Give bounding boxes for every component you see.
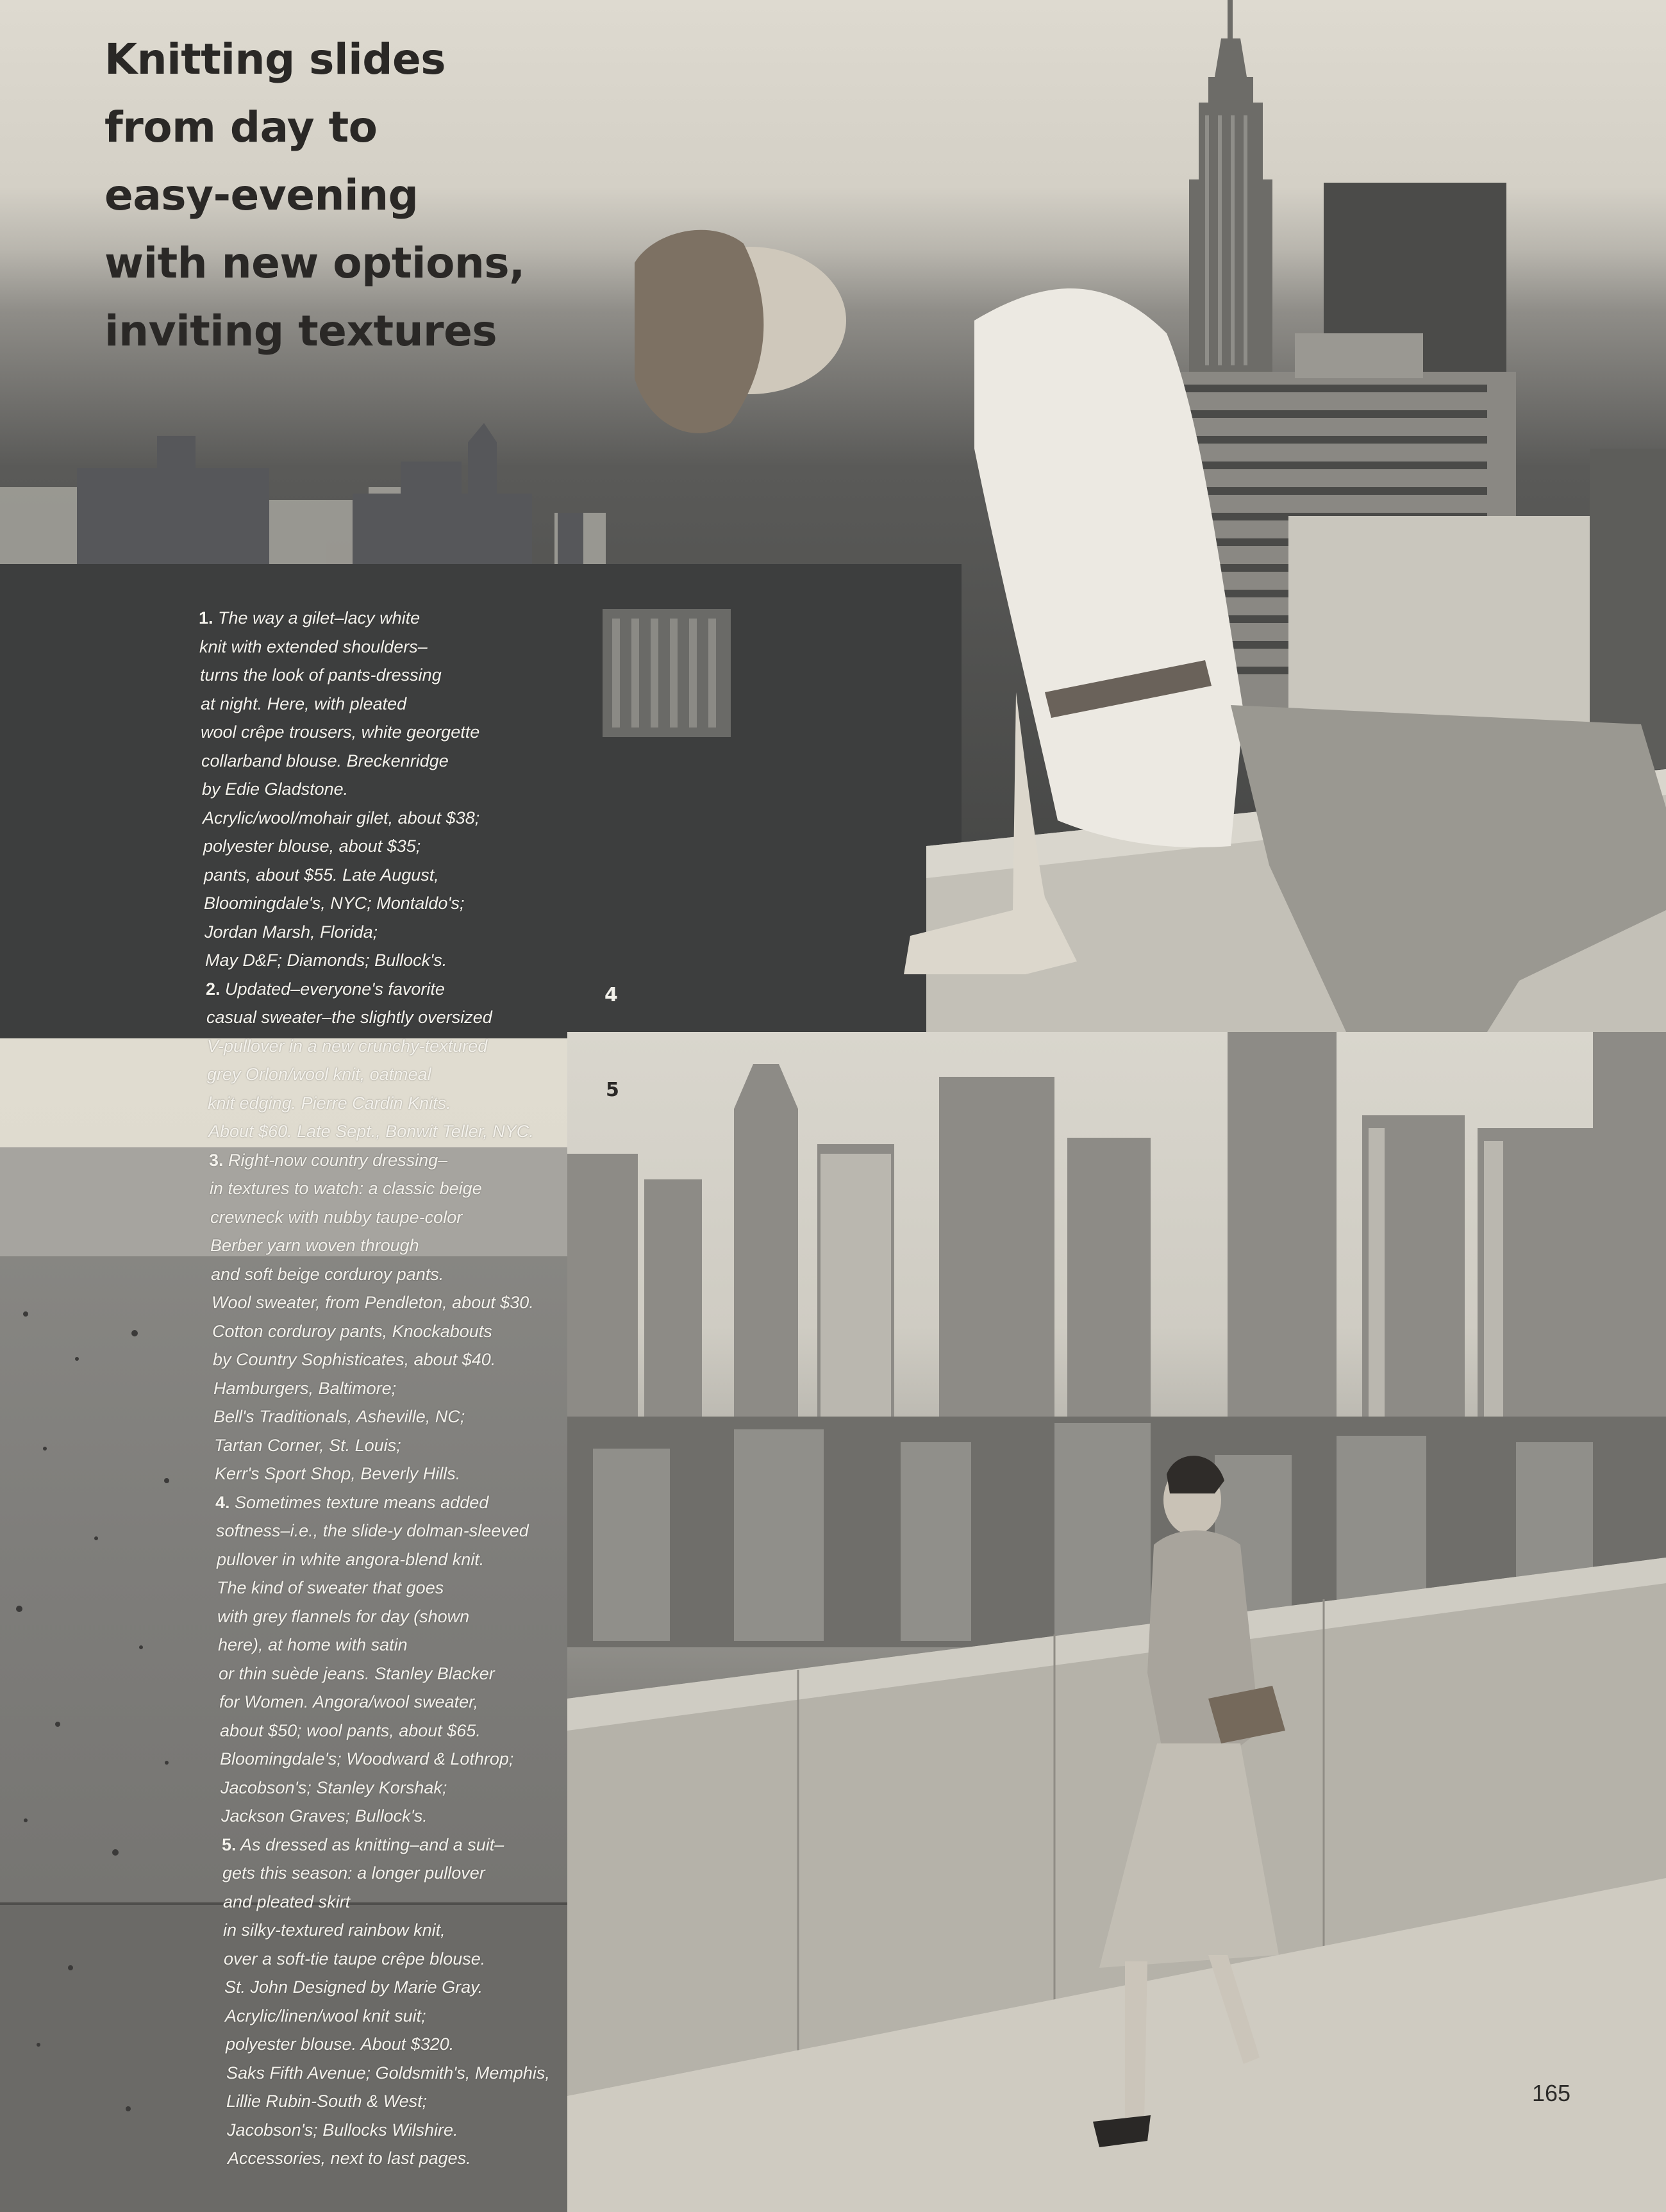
caption-line [0,1745,514,1774]
caption-line [0,633,428,661]
caption-line [0,861,439,890]
headline-line: inviting textures [104,306,497,356]
headline-line: Knitting slides [104,35,446,84]
caption-line-text: wool crêpe trousers, white georgette [201,722,480,742]
caption-line-text: pants, about $55. Late August, [204,865,439,885]
caption-line-text: St. John Designed by Marie Gray. [224,1977,483,1997]
caption-line [0,2144,471,2173]
caption-line [0,1260,444,1289]
caption-line-text: gets this season: a longer pullover [222,1863,485,1883]
caption-line [0,1203,463,1232]
caption-line [0,1003,492,1032]
caption-line [0,747,449,776]
caption-line [0,1374,397,1403]
caption-line [0,1231,419,1260]
caption-line-text: with grey flannels for day (shown [217,1606,470,1626]
caption-line [0,1174,482,1203]
caption-item-number: 2. [206,979,221,999]
caption-line-text: knit with extended shoulders– [199,636,428,656]
caption-line-text: Sometimes texture means added [229,1492,489,1512]
caption-line [0,1545,485,1574]
caption-line [0,2002,426,2031]
caption-line-text: Kerr's Sport Shop, Beverly Hills. [215,1464,461,1483]
caption-line-text: and soft beige corduroy pants. [211,1264,444,1284]
caption-line [0,1774,447,1802]
caption-line [0,775,397,804]
caption-item-number: 3. [209,1150,224,1170]
caption-line-text: Wool sweater, from Pendleton, about $30. [212,1293,534,1312]
caption-line [0,889,465,918]
caption-line-text: Bloomingdale's, NYC; Montaldo's; [204,894,465,913]
caption-line-text: Hamburgers, Baltimore; [213,1378,397,1398]
caption-item-number: 5. [222,1834,237,1854]
caption-line-text: here), at home with satin [218,1635,408,1654]
caption-line-text: for Women. Angora/wool sweater, [219,1692,479,1711]
caption-line-text: Acrylic/wool/mohair gilet, about $38; [203,808,480,827]
caption-line-text: Acrylic/linen/wool knit suit; [225,2006,426,2025]
caption-line [0,1859,485,1888]
caption-line [0,1659,495,1688]
caption-line [0,975,445,1004]
caption-line-text: softness–i.e., the slide-y dolman-sleeved [216,1521,529,1540]
caption-line-text: Lillie Rubin-South & West; [226,2091,428,2111]
caption-line-text: in textures to watch: a classic beige [210,1179,482,1198]
caption-line [0,1459,461,1488]
caption-line-text: and pleated skirt [223,1892,351,1911]
caption-line [0,1831,504,1859]
caption-line-text: over a soft-tie taupe crêpe blouse. [224,1949,486,1968]
caption-line [0,1517,529,1545]
caption-line [0,1402,465,1431]
caption-line-text: The way a gilet–lacy white [213,608,421,628]
caption-line [0,1574,444,1602]
caption-line-text: V-pullover in a new crunchy-textured [207,1036,488,1056]
caption-line-text: crewneck with nubby taupe-color [210,1207,463,1227]
caption-line-text: Berber yarn woven through [210,1236,419,1255]
headline-line: with new options, [104,238,525,288]
caption-line [0,1431,401,1460]
caption-line-text: polyester blouse, about $35; [203,836,421,856]
caption-line-text: Saks Fifth Avenue; Goldsmith's, Memphis, [226,2063,550,2083]
caption-line-text: or thin suède jeans. Stanley Blacker [219,1663,495,1683]
photo-5-illustration [567,1032,1666,2212]
caption-line-text: by Country Sophisticates, about $40. [213,1350,496,1369]
caption-line-text: Right-now country dressing– [223,1150,448,1170]
caption-line-text: about $50; wool pants, about $65. [220,1720,481,1740]
page-number: 165 [1532,2080,1571,2106]
caption-line-text: collarband blouse. Breckenridge [201,751,449,770]
caption-line-text: turns the look of pants-dressing [200,665,442,685]
caption-line [0,1973,483,2002]
caption-line-text: casual sweater–the slightly oversized [206,1008,492,1027]
caption-line [0,1802,428,1831]
headline-line: easy-evening [104,170,419,220]
caption-line-text: in silky-textured rainbow knit, [223,1920,446,1940]
caption-line-text: Bell's Traditionals, Asheville, NC; [213,1407,465,1426]
caption-line-text: About $60. Late Sept., Bonwit Teller, NYC. [208,1122,534,1141]
caption-line [0,1089,451,1118]
caption-line-text: grey Orlon/wool knit, oatmeal [207,1065,431,1084]
caption-line [0,804,480,833]
photo-number-5: 5 [606,1079,619,1101]
caption-line [0,1288,534,1317]
caption-line [0,1916,446,1945]
caption-line-text: Tartan Corner, St. Louis; [214,1435,401,1455]
caption-item-number: 1. [199,608,213,628]
caption-line-text: Jackson Graves; Bullock's. [221,1806,428,1825]
caption-line-text: May D&F; Diamonds; Bullock's. [205,951,447,970]
caption-line-text: Jacobson's; Stanley Korshak; [221,1777,447,1797]
caption-item-number: 4. [215,1492,230,1512]
caption-line [0,1945,486,1974]
caption-line [0,1602,470,1631]
caption-line [0,1060,431,1089]
caption-line [0,1688,479,1717]
caption-line-text: polyester blouse. About $320. [226,2034,454,2054]
caption-line [0,946,447,975]
caption-line-text: Jacobson's; Bullocks Wilshire. [227,2120,458,2140]
caption-line [0,718,480,747]
caption-line-text: Cotton corduroy pants, Knockabouts [212,1321,492,1341]
caption-line [0,1345,496,1374]
caption-line-text: Bloomingdale's; Woodward & Lothrop; [220,1749,514,1768]
caption-line [0,1488,489,1517]
caption-line-text: Updated–everyone's favorite [220,979,445,999]
caption-line [0,690,407,719]
caption-line [0,1631,408,1659]
caption-line [0,1888,397,1917]
caption-line [0,1317,492,1346]
caption-line-text: at night. Here, with pleated [201,694,407,713]
caption-line-text: pullover in white angora-blend knit. [217,1549,485,1569]
headline-line: from day to [104,103,378,152]
caption-line [0,2030,454,2059]
caption-line [0,2059,550,2088]
caption-line [0,661,442,690]
caption-line [0,604,421,633]
caption-line [0,918,397,947]
photo-caption-column [0,604,550,2173]
caption-line-text: Accessories, next to last pages. [228,2149,471,2168]
caption-line-text: knit edging. Pierre Cardin Knits. [208,1093,451,1113]
caption-line [0,2116,458,2145]
caption-line-text: The kind of sweater that goes [217,1578,444,1597]
caption-line [0,1032,488,1061]
photo-number-4: 4 [604,984,618,1006]
caption-line [0,1146,448,1175]
caption-line-text: Jordan Marsh, Florida; [204,922,378,942]
photo-5-rooftop [567,1032,1666,2212]
caption-line-text: by Edie Gladstone. [202,779,349,799]
caption-line-text: As dressed as knitting–and a suit– [236,1834,504,1854]
caption-line [0,1717,481,1745]
caption-line [0,2087,428,2116]
caption-line [0,1117,534,1146]
caption-line [0,832,421,861]
article-headline [104,26,592,365]
